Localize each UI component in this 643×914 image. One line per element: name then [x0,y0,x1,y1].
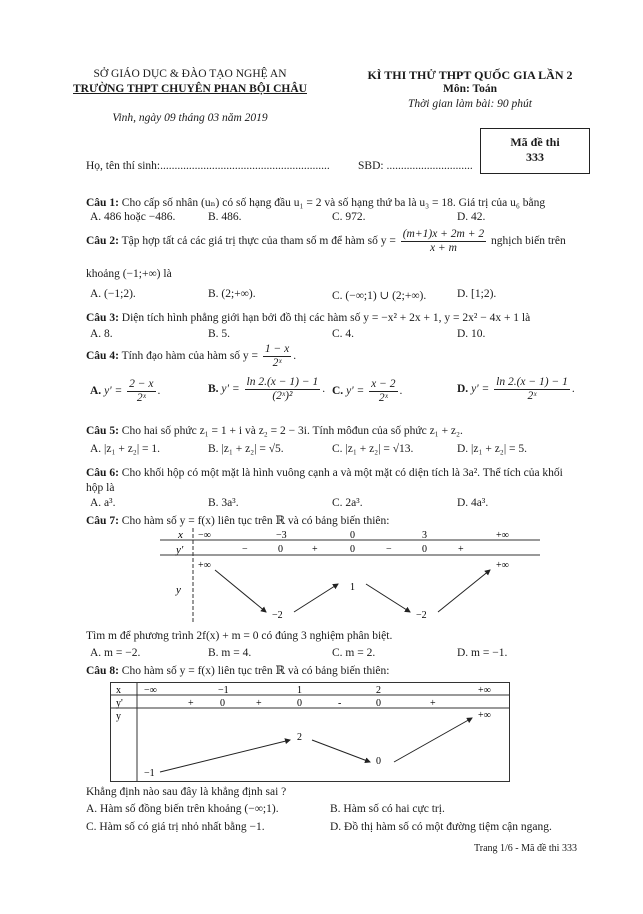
question-5 [86,425,463,437]
yp-sign: 0 [297,698,302,709]
question-text: Diện tích hình phẳng giới hạn bởi đồ thị các hàm số y = −x² + 2x + 1, y = 2x² − 4x + 1 là [121,312,531,324]
question-label: Câu 2: [86,235,119,248]
question-label: Câu 7: [86,515,119,527]
option-b: B. Hàm số có hai cực trị. [330,803,445,815]
option-c: C. 4. [332,328,355,340]
yp-sign: 0 [376,698,381,709]
arrow-down [312,740,370,762]
option-d: D. Đồ thị hàm số có một đường tiệm cận ngang. [330,821,552,833]
question-text: Cho hàm số y = f(x) liên tục trên ℝ và có bảng biến thiên: [121,665,390,677]
option-a: A. y' = $\frac{2 - x}{\text{2ˣ}}$ . [90,378,161,404]
department-name: SỞ GIÁO DỤC & ĐÀO TẠO NGHỆ AN [93,68,287,80]
y-value: −2 [272,610,283,621]
page-footer: Trang 1/6 - Mã đề thi 333 [474,843,577,854]
y-value: 2 [297,732,302,743]
option-d: D. [1;2). [457,288,497,300]
fraction [401,228,486,255]
option-c: C. m = 2. [332,647,376,659]
option-d: D. 42. [457,211,486,223]
question-text: Cho hàm số y = f(x) liên tục trên ℝ và có bảng biến thiên: [121,515,390,527]
x-value: −∞ [198,530,211,541]
yp-sign: + [430,698,436,709]
arrow-down [215,570,266,612]
fraction [494,376,570,403]
question-text: Cho khối hộp có một mặt là hình vuông cạnh a và một mặt có diện tích là 3a². Thể tích của khối [121,467,563,479]
question-label: Câu 4: [86,350,119,363]
option-a: A. a³. [90,497,116,509]
fraction [369,378,397,405]
option-letter: A. [90,385,102,398]
option-d: D. 4a³. [457,497,489,509]
denominator: 2ˣ [272,357,282,369]
question-label: Câu 6: [86,467,119,479]
question-8-prompt: Khẳng định nào sau đây là khẳng định sai ? [86,786,287,798]
option-d: D. y' = $\frac{\ln 2.(x - 1) - 1}{\text{2ˣ}}$ . [457,376,575,402]
yp-sign: - [338,698,342,709]
x-value: −∞ [144,685,157,696]
y-label: y [116,711,121,722]
option-d: D. m = −1. [457,647,508,659]
option-c: C. (−∞;1) ∪ (2;+∞). [332,290,427,302]
exam-title: KÌ THI THỬ THPT QUỐC GIA LẦN 2 [367,68,573,82]
subject: Môn: Toán [442,83,497,95]
option-d: D. |z₁ + z₂| = 5. [457,443,527,455]
option-a: A. |z₁ + z₂| = 1. [90,443,160,455]
fraction [245,376,321,403]
fraction [127,378,155,405]
numerator: ln 2.(x − 1) − 1 [246,376,319,388]
question-label: Câu 8: [86,665,119,677]
x-value: +∞ [496,530,509,541]
yp-sign: + [188,698,194,709]
exam-code-label: Mã đề thi [510,135,560,149]
yp-sign: 0 [422,544,427,555]
x-label: x [178,529,183,541]
question-label: Câu 3: [86,312,119,324]
question-label: Câu 1: [86,197,119,209]
x-value: +∞ [478,685,491,696]
yp-label: y' [116,698,123,709]
yp-sign: − [242,544,248,555]
x-value: 0 [350,530,355,541]
question-7 [86,513,389,527]
y-value: −2 [416,610,427,621]
denominator: 2ˣ [527,390,537,402]
option-lhs: y' = [104,385,123,398]
exam-code: 333 [526,150,544,164]
student-id-field: SBD: .............................. [358,160,473,172]
question-text-after: nghịch biến trên [491,235,566,248]
student-name-field: Họ, tên thí sinh:........................................................... [86,160,330,172]
option-a: A. (−1;2). [90,288,136,300]
table-border [111,683,510,782]
question-text: Tính đạo hàm của hàm số y = [121,350,259,363]
variation-table-q8 [110,682,510,782]
yp-sign: 0 [350,544,355,555]
x-value: −1 [218,685,229,696]
exam-date: Vinh, ngày 09 tháng 03 năm 2019 [112,112,268,124]
option-d: D. 10. [457,328,486,340]
option-lhs: y' = [221,383,240,396]
yp-sign: + [256,698,262,709]
y-label: y [176,584,181,596]
option-b: B. (2;+∞). [208,288,256,300]
option-letter: B. [208,383,219,396]
denominator: 2ˣ [378,392,388,404]
question-6-line2: hộp là [86,482,115,494]
numerator: 2 − x [129,378,154,390]
y-value: +∞ [478,710,491,721]
option-a: A. 8. [90,328,113,340]
arrow-up [294,584,338,612]
y-value: −1 [144,768,155,779]
variation-table-q7 [160,528,540,624]
question-2-line2: khoảng (−1;+∞) là [86,268,172,280]
yp-sign: 0 [220,698,225,709]
y-value: +∞ [198,560,211,571]
question-2 [86,228,566,255]
question-8 [86,663,389,677]
yp-sign: + [312,544,318,555]
arrow-up [160,740,290,772]
option-c: C. 972. [332,211,366,223]
question-text: Cho cấp số nhân (uₙ) có số hạng đầu u₁ = 2 và số hạng thứ ba là u₃ = 18. Giá trị của u₆ bằng [121,197,546,209]
arrow-up [394,718,472,762]
arrow-down [366,584,410,612]
duration: Thời gian làm bài: 90 phút [407,98,533,110]
question-text: Cho hai số phức z₁ = 1 + i và z₂ = 2 − 3i. Tính môđun của số phức z₁ + z₂. [121,425,463,437]
option-lhs: y' = [471,383,490,396]
option-a: A. Hàm số đồng biến trên khoảng (−∞;1). [86,803,279,815]
x-label: x [116,685,121,696]
option-letter: C. [332,385,344,398]
numerator: ln 2.(x − 1) − 1 [496,376,568,388]
option-b: B. m = 4. [208,647,252,659]
denominator: (2ˣ)² [272,390,293,402]
yp-sign: 0 [278,544,283,555]
option-b: B. |z₁ + z₂| = √5. [208,443,284,455]
denominator: x + m [429,242,457,254]
question-label: Câu 5: [86,425,119,437]
option-c: C. |z₁ + z₂| = √13. [332,443,414,455]
numerator: 1 − x [264,343,290,355]
question-3 [86,312,530,324]
yp-sign: − [386,544,392,555]
option-letter: D. [457,383,469,396]
option-c: C. 2a³. [332,497,363,509]
option-b: B. 486. [208,211,242,223]
arrow-up [438,570,490,612]
option-b: B. 3a³. [208,497,239,509]
fraction [263,343,291,370]
exam-code-box [480,128,590,174]
question-1 [86,195,545,209]
school-name: TRƯỜNG THPT CHUYÊN PHAN BỘI CHÂU [73,83,307,95]
numerator: x − 2 [371,378,396,390]
denominator: 2ˣ [136,392,146,404]
x-value: 3 [422,530,427,541]
y-value: +∞ [496,560,509,571]
yp-label: y' [176,544,184,556]
option-b: B. 5. [208,328,231,340]
option-b: B. y' = $\frac{\ln 2.(x - 1) - 1}{\text{(2ˣ)²}}$ . [208,376,326,402]
yp-sign: + [458,544,464,555]
option-c: C. Hàm số có giá trị nhỏ nhất bằng −1. [86,821,265,833]
option-a: A. 486 hoặc −486. [90,211,176,223]
question-text: Tập hợp tất cả các giá trị thực của tham số m để hàm số y = [121,235,396,248]
x-value: 1 [297,685,302,696]
y-value: 1 [350,582,355,593]
option-c: C. y' = $\frac{x - 2}{\text{2ˣ}}$ . [332,378,403,404]
x-value: −3 [276,530,287,541]
option-lhs: y' = [346,385,365,398]
x-value: 2 [376,685,381,696]
numerator: (m+1)x + 2m + 2 [402,228,485,240]
y-value: 0 [376,756,381,767]
question-7-prompt: Tìm m để phương trình 2f(x) + m = 0 có đúng 3 nghiệm phân biệt. [86,630,393,642]
question-4: Câu 4: Tính đạo hàm của hàm số y = $\frac{1 - x}{\text{2ˣ}}$ . [86,343,297,369]
question-6 [86,467,563,479]
option-a: A. m = −2. [90,647,141,659]
